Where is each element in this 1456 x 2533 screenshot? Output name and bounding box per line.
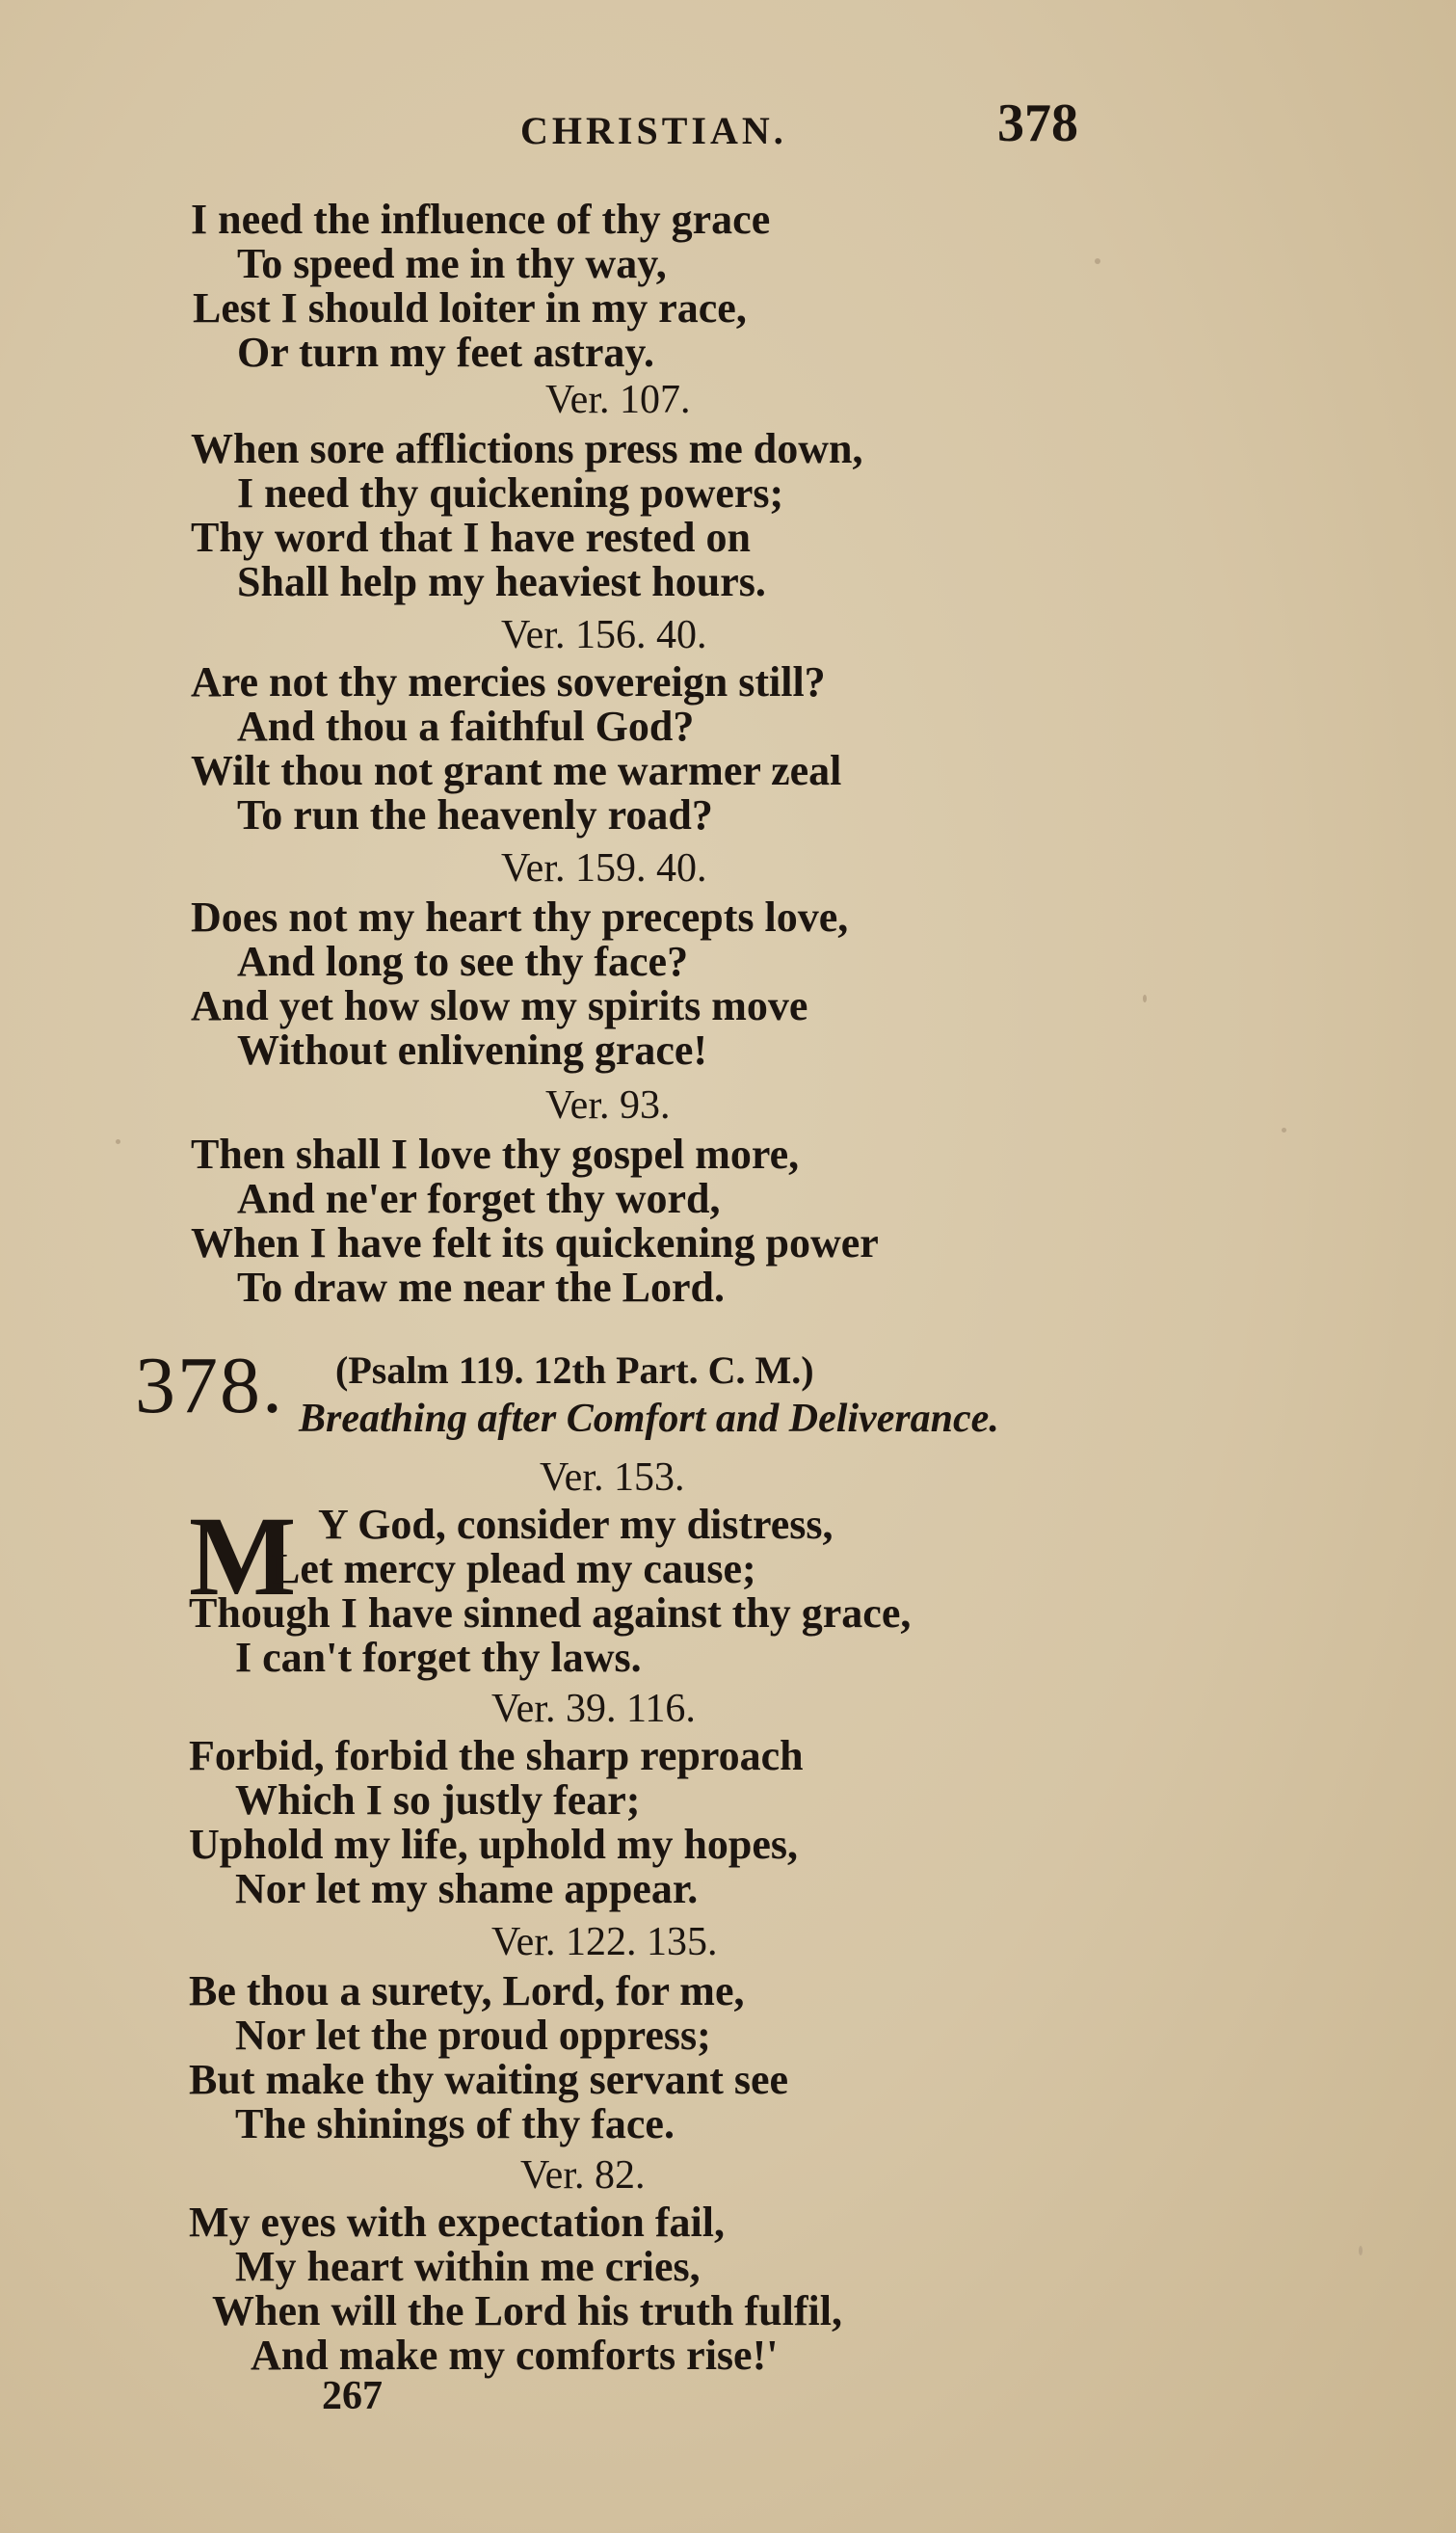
verse-line: Lest I should loiter in my race, [193,284,747,332]
verse-line: Though I have sinned against thy grace, [189,1589,912,1637]
verse-line: To draw me near the Lord. [237,1264,725,1311]
verse-line: And make my comforts rise!' [251,2332,779,2379]
verse-line: And yet how slow my spirits move [191,982,808,1029]
verse-line: Be thou a surety, Lord, for me, [189,1967,745,2014]
verse-line: Does not my heart thy precepts love, [191,893,849,941]
verse-line: Forbid, forbid the sharp reproach [189,1732,804,1779]
hymn-reference: (Psalm 119. 12th Part. C. M.) [335,1348,814,1392]
verse-line: Nor let the proud oppress; [235,2012,711,2059]
verse-line: Y God, consider my distress, [318,1501,834,1548]
verse-label: Ver. 122. 135. [491,1920,718,1964]
drop-cap: M [189,1493,297,1619]
paper-speck [1143,995,1147,1002]
paper-speck [1359,2246,1363,2255]
verse-line: I can't forget thy laws. [235,1634,642,1681]
verse-label: Ver. 107. [545,378,691,422]
verse-label: Ver. 153. [540,1455,685,1500]
paper-speck [116,1139,120,1144]
verse-label: Ver. 93. [545,1083,671,1128]
verse-line: I need the influence of thy grace [191,196,771,243]
verse-line: Without enlivening grace! [237,1027,708,1074]
paper-speck [1282,1128,1286,1133]
verse-label: Ver. 39. 116. [491,1687,696,1731]
verse-line: My heart within me cries, [235,2243,701,2290]
verse-line: When I have felt its quickening power [191,1219,879,1266]
verse-line: And thou a faithful God? [237,703,695,750]
verse-line: But make thy waiting servant see [189,2056,789,2103]
verse-line: Thy word that I have rested on [191,514,752,561]
verse-line: My eyes with expectation fail, [189,2199,725,2246]
verse-line: Uphold my life, uphold my hopes, [189,1821,799,1868]
verse-line: I need thy quickening powers; [237,469,784,517]
verse-line: Which I so justly fear; [235,1776,641,1824]
verse-label: Ver. 156. 40. [501,613,707,657]
page-number: 378 [997,93,1078,153]
verse-line: Wilt thou not grant me warmer zeal [191,747,842,794]
verse-line: Shall help my heaviest hours. [237,558,766,605]
verse-line: The shinings of thy face. [235,2100,675,2147]
verse-line: Nor let my shame appear. [235,1865,699,1912]
verse-line: Or turn my feet astray. [237,329,654,376]
verse-label: Ver. 82. [520,2153,646,2198]
verse-line: And long to see thy face? [237,938,689,985]
verse-line: When sore afflictions press me down, [191,425,863,472]
hymn-title: Breathing after Comfort and Deliverance. [299,1397,999,1441]
running-header-title: CHRISTIAN. [520,109,787,152]
hymn-number: 378. [135,1341,284,1430]
signature-number: 267 [322,2374,383,2418]
verse-line: To run the heavenly road? [237,791,713,839]
verse-line: Are not thy mercies sovereign still? [191,658,826,706]
verse-line: To speed me in thy way, [237,240,667,287]
verse-label: Ver. 159. 40. [501,846,707,891]
verse-line: Then shall I love thy gospel more, [191,1131,800,1178]
verse-line: Let mercy plead my cause; [272,1545,756,1592]
paper-speck [1095,258,1100,264]
verse-line: And ne'er forget thy word, [237,1175,721,1222]
verse-line: When will the Lord his truth fulfil, [212,2287,842,2334]
